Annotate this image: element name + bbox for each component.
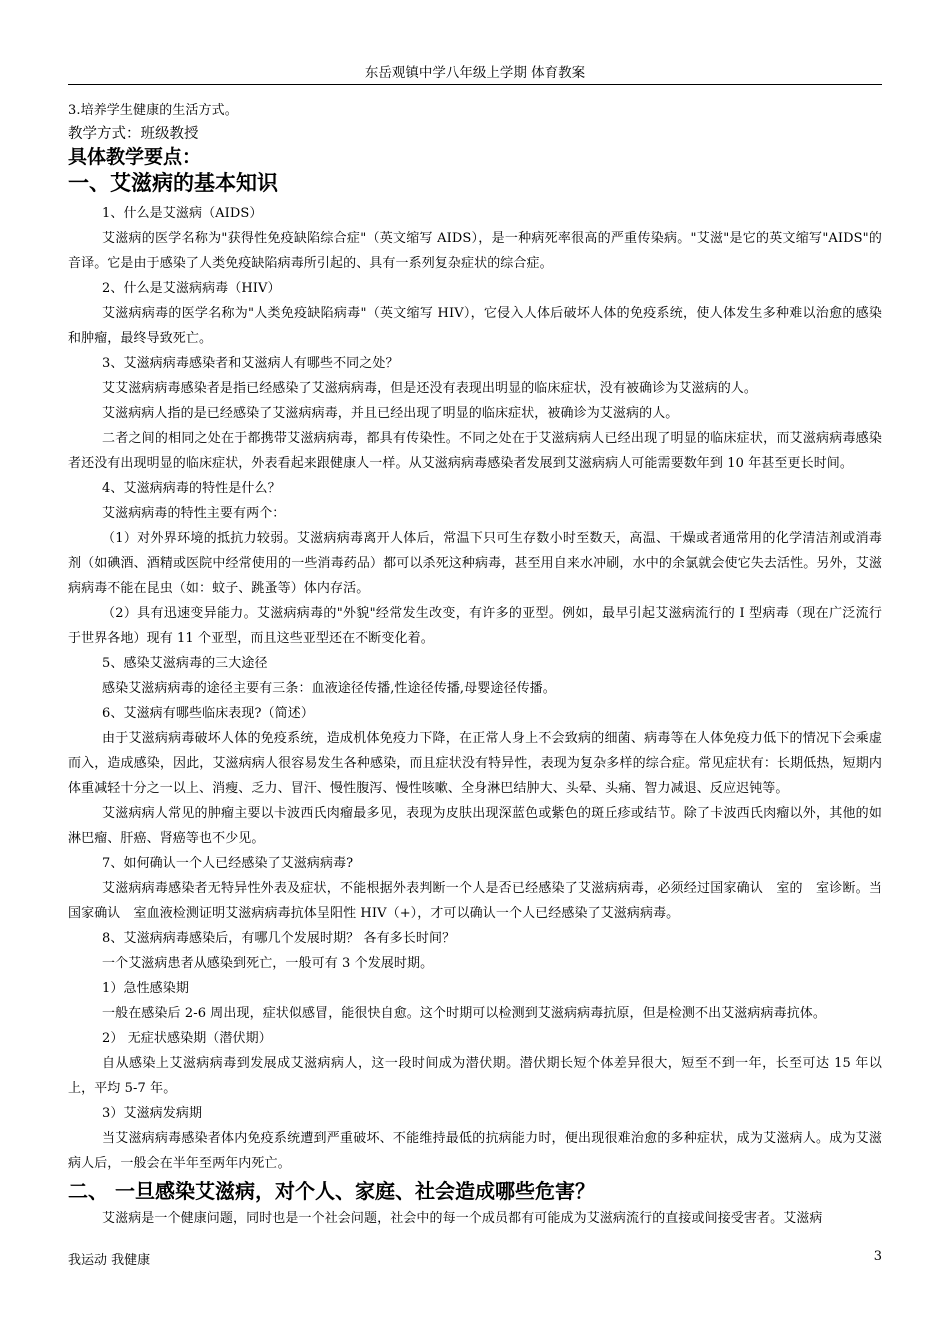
section-2-heading: 二、 一旦感染艾滋病，对个人、家庭、社会造成哪些危害？ xyxy=(68,1179,595,1203)
q8-body: 一个艾滋病患者从感染到死亡，一般可有 3 个发展时期。 xyxy=(102,956,434,971)
q7-body: 艾滋病病毒感染者无特异性外表及症状，不能根据外表判断一个人是否已经感染了艾滋病病毒，必须经过国家确认 室的 室诊断。当国家确认 室血液检测证明艾滋病病毒抗体呈阳性 HIV（+），才可以确认一个人已经感染了艾滋病病毒。 xyxy=(68,881,882,921)
page-content xyxy=(68,98,882,1231)
q7-title: 7、如何确认一个人已经感染了艾滋病病毒? xyxy=(102,856,354,871)
stage-1-body: 一般在感染后 2-6 周出现，症状似感冒，能很快自愈。这个时期可以检测到艾滋病病毒抗原，但是检测不出艾滋病病毒抗体。 xyxy=(102,1006,826,1021)
q2-title: 2、什么是艾滋病病毒（HIV） xyxy=(102,281,281,296)
q4-body-3: （2）具有迅速变异能力。艾滋病病毒的"外貌"经常发生改变，有许多的亚型。例如，最早引起艾滋病流行的 I 型病毒（现在广泛流行于世界各地）现有 11 个亚型，而且这些亚型还在不断变化着。 xyxy=(68,606,882,646)
q3-body-3: 二者之间的相同之处在于都携带艾滋病病毒，都具有传染性。不同之处在于艾滋病病人已经出现了明显的临床症状，而艾滋病病毒感染者还没有出现明显的临床症状，外表看起来跟健康人一样。从艾滋病病毒感染者发展到艾滋病病人可能需要数年到 10 年甚至更长时间。 xyxy=(68,431,882,471)
stage-2-body: 自从感染上艾滋病病毒到发展成艾滋病病人，这一段时间成为潜伏期。潜伏期长短个体差异很大，短至不到一年，长至可达 15 年以上，平均 5-7 年。 xyxy=(68,1056,882,1096)
q8-title: 8、艾滋病病毒感染后，有哪几个发展时期？ 各有多长时间？ xyxy=(102,931,456,946)
goal-3: 3.培养学生健康的生活方式。 xyxy=(68,103,238,118)
q4-body-2: （1）对外界环境的抵抗力较弱。艾滋病病毒离开人体后，常温下只可生存数小时至数天，高温、干燥或者通常用的化学清洁剂或消毒剂（如碘酒、酒精或医院中经常使用的一些消毒药品）都可以杀死这种病毒，甚至用自来水冲刷，水中的余氯就会使它失去活性。另外，艾滋病病毒不能在昆虫（如：蚊子、跳蚤等）体内存活。 xyxy=(68,531,882,596)
key-points-heading: 具体教学要点： xyxy=(68,146,202,168)
q4-title: 4、艾滋病病毒的特性是什么？ xyxy=(102,481,281,496)
q1-body: 艾滋病的医学名称为"获得性免疫缺陷综合症"（英文缩写 AIDS），是一种病死率很高的严重传染病。"艾滋"是它的英文缩写"AIDS"的音译。它是由于感染了人类免疫缺陷病毒所引起的、具有一系列复杂症状的综合症。 xyxy=(68,231,882,271)
q4-body-1: 艾滋病病毒的特性主要有两个： xyxy=(102,506,286,521)
stage-2-title: 2） 无症状感染期（潜伏期） xyxy=(102,1031,272,1046)
q6-body-2: 艾滋病病人常见的肿瘤主要以卡波西氏肉瘤最多见，表现为皮肤出现深蓝色或紫色的斑丘疹或结节。除了卡波西氏肉瘤以外，其他的如淋巴瘤、肝癌、肾癌等也不少见。 xyxy=(68,806,882,846)
section-1-heading: 一、艾滋病的基本知识 xyxy=(68,171,278,195)
q6-body-1: 由于艾滋病病毒破坏人体的免疫系统，造成机体免疫力下降，在正常人身上不会致病的细菌、病毒等在人体免疫力低下的情况下会乘虚而入，造成感染，因此，艾滋病病人很容易发生各种感染，而且症状没有特异性，表现为复杂多样的综合症。常见症状有：长期低热，短期内体重减轻十分之一以上、消瘦、乏力、冒汗、慢性腹泻、慢性咳嗽、全身淋巴结肿大、头晕、头痛、智力减退、反应迟钝等。 xyxy=(68,731,882,796)
q5-body: 感染艾滋病病毒的途径主要有三条：血液途径传播,性途径传播,母婴途径传播。 xyxy=(102,681,556,696)
q6-title: 6、艾滋病有哪些临床表现?（简述） xyxy=(102,706,314,721)
stage-3-title: 3）艾滋病发病期 xyxy=(102,1106,203,1121)
teaching-mode: 教学方式：班级教授 xyxy=(68,126,199,142)
q5-title: 5、感染艾滋病毒的三大途径 xyxy=(102,656,268,671)
stage-1-title: 1）急性感染期 xyxy=(102,981,189,996)
section-2-body: 艾滋病是一个健康问题，同时也是一个社会问题，社会中的每一个成员都有可能成为艾滋病流行的直接或间接受害者。艾滋病 xyxy=(102,1211,823,1226)
q3-body-2: 艾滋病病人指的是已经感染了艾滋病病毒，并且已经出现了明显的临床症状，被确诊为艾滋病的人。 xyxy=(102,406,679,421)
q2-body: 艾滋病病毒的医学名称为"人类免疫缺陷病毒"（英文缩写 HIV），它侵入人体后破坏人体的免疫系统，使人体发生多种难以治愈的感染和肿瘤，最终导致死亡。 xyxy=(68,306,882,346)
page-number: 3 xyxy=(873,1249,882,1264)
q3-title: 3、艾滋病病毒感染者和艾滋病人有哪些不同之处？ xyxy=(102,356,399,371)
stage-3-body: 当艾滋病病毒感染者体内免疫系统遭到严重破坏、不能维持最低的抗病能力时，便出现很难治愈的多种症状，成为艾滋病人。成为艾滋病人后，一般会在半年至两年内死亡。 xyxy=(68,1131,882,1171)
q1-title: 1、什么是艾滋病（AIDS） xyxy=(102,206,263,221)
footer-slogan: 我运动 我健康 xyxy=(68,1253,151,1268)
page-header: 东岳观镇中学八年级上学期 体育教案 xyxy=(68,64,882,85)
q3-body-1: 艾艾滋病病毒感染者是指已经感染了艾滋病病毒，但是还没有表现出明显的临床症状，没有被确诊为艾滋病的人。 xyxy=(102,381,758,396)
